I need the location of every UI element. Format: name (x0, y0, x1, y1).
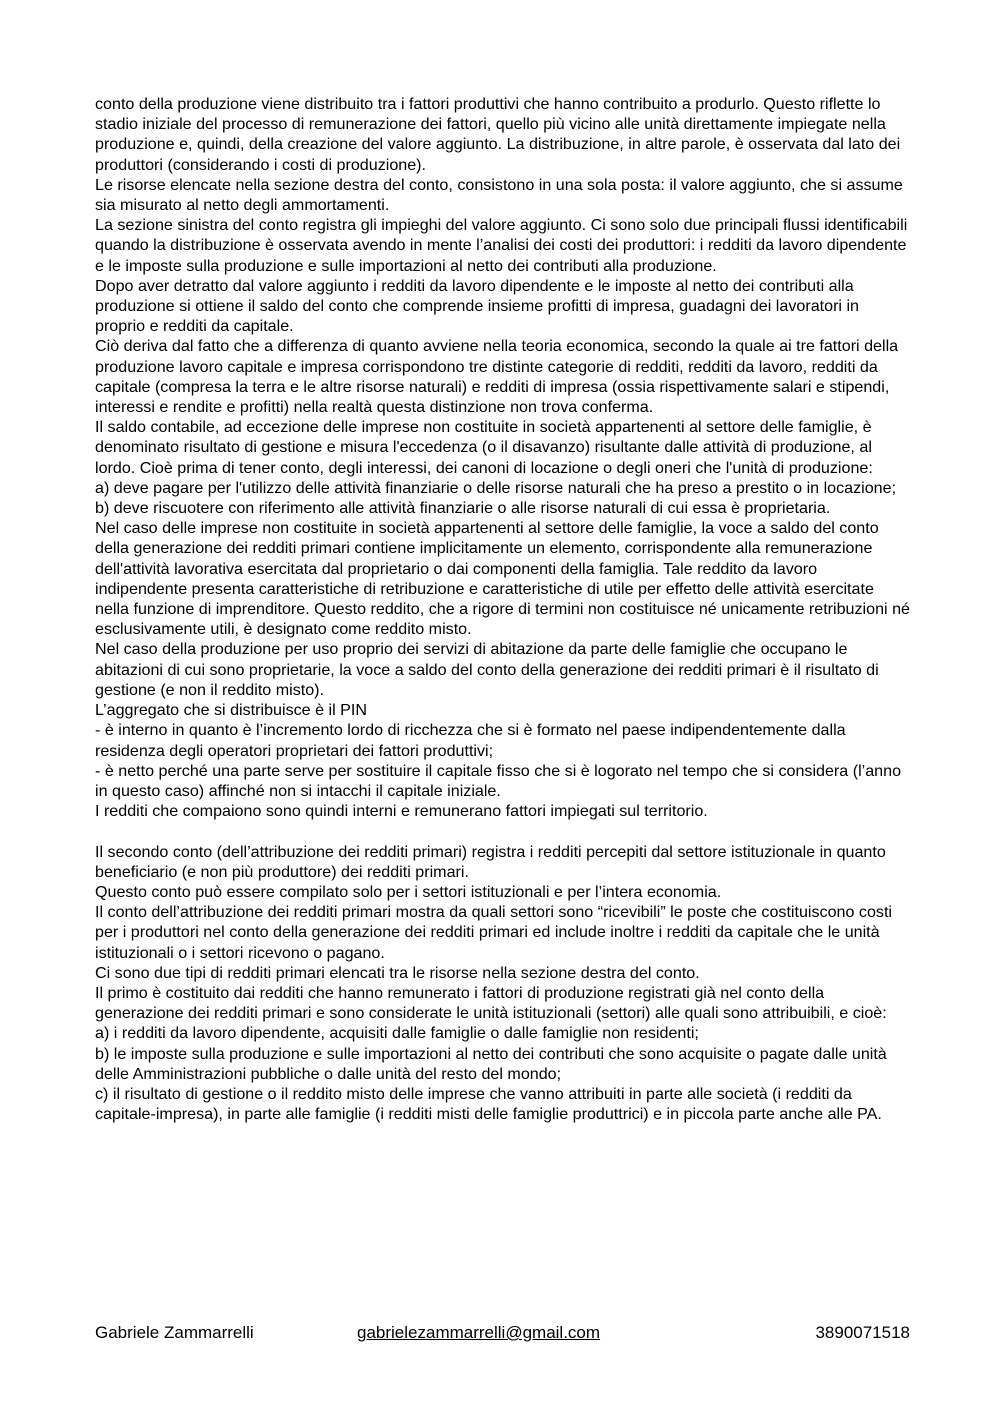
footer-author: Gabriele Zammarrelli (95, 1323, 254, 1342)
paragraph: Le risorse elencate nella sezione destra del conto, consistono in una sola posta: il valore aggiunto, che si assume sia misurato al netto degli ammortamenti. (95, 175, 903, 215)
list-item: - è interno in quanto è l’incremento lordo di ricchezza che si è formato nel paese indipendentemente dalla residenza degli operatori proprietari dei fattori produttivi; (95, 721, 846, 760)
page-footer (95, 1322, 910, 1344)
paragraph: Nel caso della produzione per uso proprio dei servizi di abitazione da parte delle famiglie che occupano le abitazioni di cui sono proprietarie, la voce a saldo del conto della generazione dei redditi primari è il risultato di gestione (e non il reddito misto). (95, 640, 879, 699)
paragraph: Ci sono due tipi di redditi primari elencati tra le risorse nella sezione destra del conto. (95, 963, 700, 982)
paragraph: Il saldo contabile, ad eccezione delle imprese non costituite in società appartenenti al settore delle famiglie, è denominato risultato di gestione e misura l'eccedenza (o il disavanzo) risultante dalle attività di produzione, al lordo. Cioè prima di tener conto, degli interessi, dei canoni di locazione o degli oneri che l'unità di produzione: (95, 418, 873, 477)
footer-email-link[interactable]: gabrielezammarrelli@gmail.com (357, 1323, 601, 1342)
list-item: - è netto perché una parte serve per sostituire il capitale fisso che si è logorato nel tempo che si considera (l’anno in questo caso) affinché non si intacchi il capitale iniziale. (95, 761, 902, 800)
list-item: b) le imposte sulla produzione e sulle importazioni al netto dei contributi che sono acquisite o pagate dalle unità delle Amministrazioni pubbliche o dalle unità del resto del mondo; (95, 1044, 887, 1083)
document-body (95, 94, 910, 1124)
paragraph: Ciò deriva dal fatto che a differenza di quanto avviene nella teoria economica, secondo la quale ai tre fattori della produzione lavoro capitale e impresa corrispondono tre distinte categorie di redditi, redditi da lavoro, redditi da capitale (compresa la terra e le altre risorse naturali) e redditi di impresa (ossia rispettivamente salari e stipendi, interessi e rendite e profitti) nella realtà questa distinzione non trova conferma. (95, 337, 899, 417)
paragraph: Il primo è costituito dai redditi che hanno remunerato i fattori di produzione registrati già nel conto della generazione dei redditi primari e sono considerate le unità istituzionali (settori) alle quali sono attribuibili, e cioè: (95, 983, 887, 1023)
list-item: c) il risultato di gestione o il reddito misto delle imprese che vanno attribuiti in parte alle società (i redditi da capitale-impresa), in parte alle famiglie (i redditi misti delle famiglie produttrici) e in piccola parte anche alle PA. (95, 1084, 882, 1124)
paragraph: Il conto dell’attribuzione dei redditi primari mostra da quali settori sono “ricevibili” le poste che costituiscono costi per i produttori nel conto della generazione dei redditi primari ed include inoltre i redditi da capitale che le unità istituzionali o i settori ricevono o pagano. (95, 903, 893, 962)
list-item: a) deve pagare per l'utilizzo delle attività finanziarie o delle risorse naturali che ha preso a prestito o in locazione; (95, 478, 897, 497)
footer-phone: 3890071518 (815, 1323, 910, 1342)
list-item: a) i redditi da lavoro dipendente, acquisiti dalle famiglie o dalle famiglie non residenti; (95, 1024, 699, 1043)
paragraph: Nel caso delle imprese non costituite in società appartenenti al settore delle famiglie, la voce a saldo del conto della generazione dei redditi primari contiene implicitamente un elemento, corrispondente alla remunerazione dell'attività lavorativa esercitata dal proprietario o dai componenti della famiglia. Tale reddito da lavoro indipendente presenta caratteristiche di retribuzione e caratteristiche di utile per effetto delle attività esercitate nella funzione di imprenditore. Questo reddito, che a rigore di termini non costituisce né unicamente retribuzioni né esclusivamente utili, è designato come reddito misto. (95, 519, 910, 639)
paragraph: conto della produzione viene distribuito tra i fattori produttivi che hanno contribuito a produrlo. Questo riflette lo stadio iniziale del processo di remunerazione dei fattori, quello più vicino alle unità direttamente impiegate nella produzione e, quindi, della creazione del valore aggiunto. La distribuzione, in altre parole, è osservata dal lato dei produttori (considerando i costi di produzione). (95, 95, 901, 174)
paragraph: Questo conto può essere compilato solo per i settori istituzionali e per l’intera economia. (95, 882, 722, 901)
list-item: b) deve riscuotere con riferimento alle attività finanziarie o alle risorse naturali di cui essa è proprietaria. (95, 499, 831, 518)
paragraph: La sezione sinistra del conto registra gli impieghi del valore aggiunto. Ci sono solo due principali flussi identificabili quando la distribuzione è osservata avendo in mente l’analisi dei costi dei produttori: i redditi da lavoro dipendente e le imposte sulla produzione e sulle importazioni al netto dei contributi alla produzione. (95, 216, 908, 275)
paragraph-spacer (95, 821, 910, 841)
paragraph: Dopo aver detratto dal valore aggiunto i redditi da lavoro dipendente e le imposte al netto dei contributi alla produzione si ottiene il saldo del conto che comprende insieme profitti di impresa, guadagni dei lavoratori in proprio e redditi da capitale. (95, 276, 859, 336)
paragraph: Il secondo conto (dell’attribuzione dei redditi primari) registra i redditi percepiti dal settore istituzionale in quanto beneficiario (e non più produttore) dei redditi primari. (95, 842, 886, 881)
paragraph: L’aggregato che si distribuisce è il PIN (95, 701, 367, 720)
paragraph: I redditi che compaiono sono quindi interni e remunerano fattori impiegati sul territorio. (95, 802, 708, 821)
